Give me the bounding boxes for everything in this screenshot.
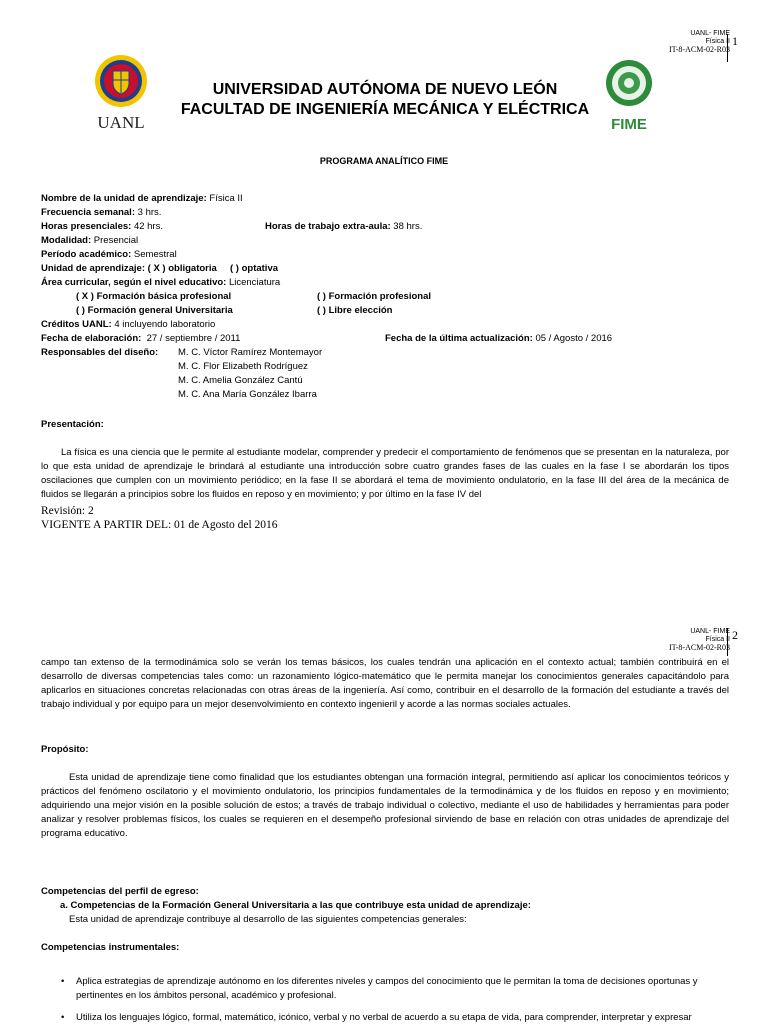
page-number: 2 <box>727 628 738 656</box>
designer-item: M. C. Amelia González Cantú <box>178 375 303 386</box>
basic-training-option: ( X ) Formación básica profesional <box>76 291 232 302</box>
purpose-heading: Propósito: <box>41 744 89 755</box>
header-institution: UANL- FIME <box>690 30 730 37</box>
revision-label: Revisión: 2 <box>41 505 94 517</box>
presentation-text-part-2: campo tan extenso de la termodinámica solo se verán los temas básicos, los cuales tendrán una aplicación en el contexto actual; también contribuirá en el desarrollo de diversas competencias tales como: un razonamiento lógico-matemático que le permita manejar los conocimientos generales capacitándolo para aplicarlos en situaciones concretas relacionadas con otras áreas de la ingeniería. Así como, contribuir en el desarrollo de la formación del estudiante a través del trabajo individual y por equipo para un mejor desenvolvimiento en contexto ingenieril y acorde a las normas sociales actuales. <box>41 657 729 710</box>
purpose-text: Esta unidad de aprendizaje tiene como finalidad que los estudiantes obtengan una formación integral, permitiendo así aplicar los conocimientos teóricos y prácticos del fenómeno oscilatorio y el movimiento ondulatorio, los principios fundamentales de la termodinámica y de los fluidos en reposo y en movimiento; adquiriendo una mejor visión en la posible solución de estos; a través de trabajo individual o colectivo, mediante el uso de habilidades y herramientas para poder analizar y resolver problemas físicos, los cuales se requieren en el desempeño profesional sirviendo de base en relación con otras unidades de aprendizaje del programa educativo. <box>41 772 729 839</box>
effective-date-label: VIGENTE A PARTIR DEL: 01 de Agosto del 2016 <box>41 519 278 531</box>
competency-item-a-text: Esta unidad de aprendizaje contribuye al desarrollo de las siguientes competencias generales: <box>69 914 467 925</box>
page-2 <box>0 618 768 1024</box>
presentation-heading: Presentación: <box>41 419 104 430</box>
uanl-logo <box>86 52 156 132</box>
list-item: • Utiliza los lenguajes lógico, formal, matemático, icónico, verbal y no verbal de acuerdo a su etapa de vida, para comprender, interpretar y expresar <box>41 1011 731 1025</box>
program-title: PROGRAMA ANALÍTICO FIME <box>319 156 449 166</box>
competency-item-a: a. Competencias de la Formación General Universitaria a las que contribuye esta unidad de aprendizaje: <box>60 900 531 911</box>
created-date-row: Fecha de elaboración: 27 / septiembre / 2011 <box>41 333 241 344</box>
page-header <box>669 628 730 652</box>
professional-training-option: ( ) Formación profesional <box>317 291 432 302</box>
competencies-heading: Competencias del perfil de egreso: <box>41 886 199 897</box>
header-code: IT-8-ACM-02-R03 <box>668 643 730 652</box>
designers-label: Responsables del diseño: <box>41 347 159 358</box>
general-training-option: ( ) Formación general Universitaria <box>76 305 233 316</box>
unit-name-row: Nombre de la unidad de aprendizaje: Física II <box>41 193 243 204</box>
unit-type-row: Unidad de aprendizaje: ( X ) obligatoria ( ) optativa <box>41 263 279 274</box>
uanl-logo-text: UANL <box>97 113 145 132</box>
page-number: 1 <box>727 34 738 62</box>
updated-date-row: Fecha de la última actualización: 05 / Agosto / 2016 <box>385 333 613 344</box>
header-course: Física II <box>705 636 730 643</box>
free-choice-option: ( ) Libre elección <box>317 305 393 316</box>
page-header <box>669 30 730 54</box>
list-item: • Aplica estrategias de aprendizaje autónomo en los diferentes niveles y campos del conocimiento que le permitan la toma de decisiones oportunas y pertinentes en los ámbitos personal, académico y profesional. <box>41 975 731 1003</box>
competency-list <box>41 975 731 1033</box>
presentation-text-part-1: La física es una ciencia que le permite al estudiante modelar, comprender y predecir el comportamiento de fenómenos que se presentan en la naturaleza, por lo que esta unidad de aprendizaje le brindará al estudiante una introducción sobre cuatro grandes fases de las cuales en la fase I se abordarán los tipos oscilaciones que cumplen con un movimiento periódico; en la fase II se abordará el tema de movimiento ondulatorio, en la fase III del área de la mecánica de fluidos se llegarán a principios sobre los fluidos en reposo y en movimiento; y por último en la fase IV del <box>41 447 729 500</box>
contact-hours-row: Horas presenciales: 42 hrs. <box>41 221 163 232</box>
period-row: Período académico: Semestral <box>41 249 177 260</box>
designer-item: M. C. Víctor Ramírez Montemayor <box>178 347 323 358</box>
university-title: UNIVERSIDAD AUTÓNOMA DE NUEVO LEÓN <box>212 81 558 98</box>
modality-row: Modalidad: Presencial <box>41 235 139 246</box>
extra-hours-row: Horas de trabajo extra-aula: 38 hrs. <box>265 221 423 232</box>
frequency-row: Frecuencia semanal: 3 hrs. <box>41 207 162 218</box>
header-institution: UANL- FIME <box>690 628 730 635</box>
designer-item: M. C. Ana María González Ibarra <box>178 389 317 400</box>
fime-logo-text: FIME <box>611 116 647 133</box>
instrumental-heading: Competencias instrumentales: <box>41 942 180 953</box>
header-course: Física II <box>705 38 730 45</box>
designer-item: M. C. Flor Elizabeth Rodríguez <box>178 361 308 372</box>
fime-logo <box>604 55 654 135</box>
header-code: IT-8-ACM-02-R03 <box>668 45 730 54</box>
faculty-title: FACULTAD DE INGENIERÍA MECÁNICA Y ELÉCTRICA <box>180 101 590 118</box>
page-gap <box>0 580 768 618</box>
curricular-area-row: Área curricular, según el nivel educativo: Licenciatura <box>41 277 281 288</box>
credits-row: Créditos UANL: 4 incluyendo laboratorio <box>41 319 216 330</box>
